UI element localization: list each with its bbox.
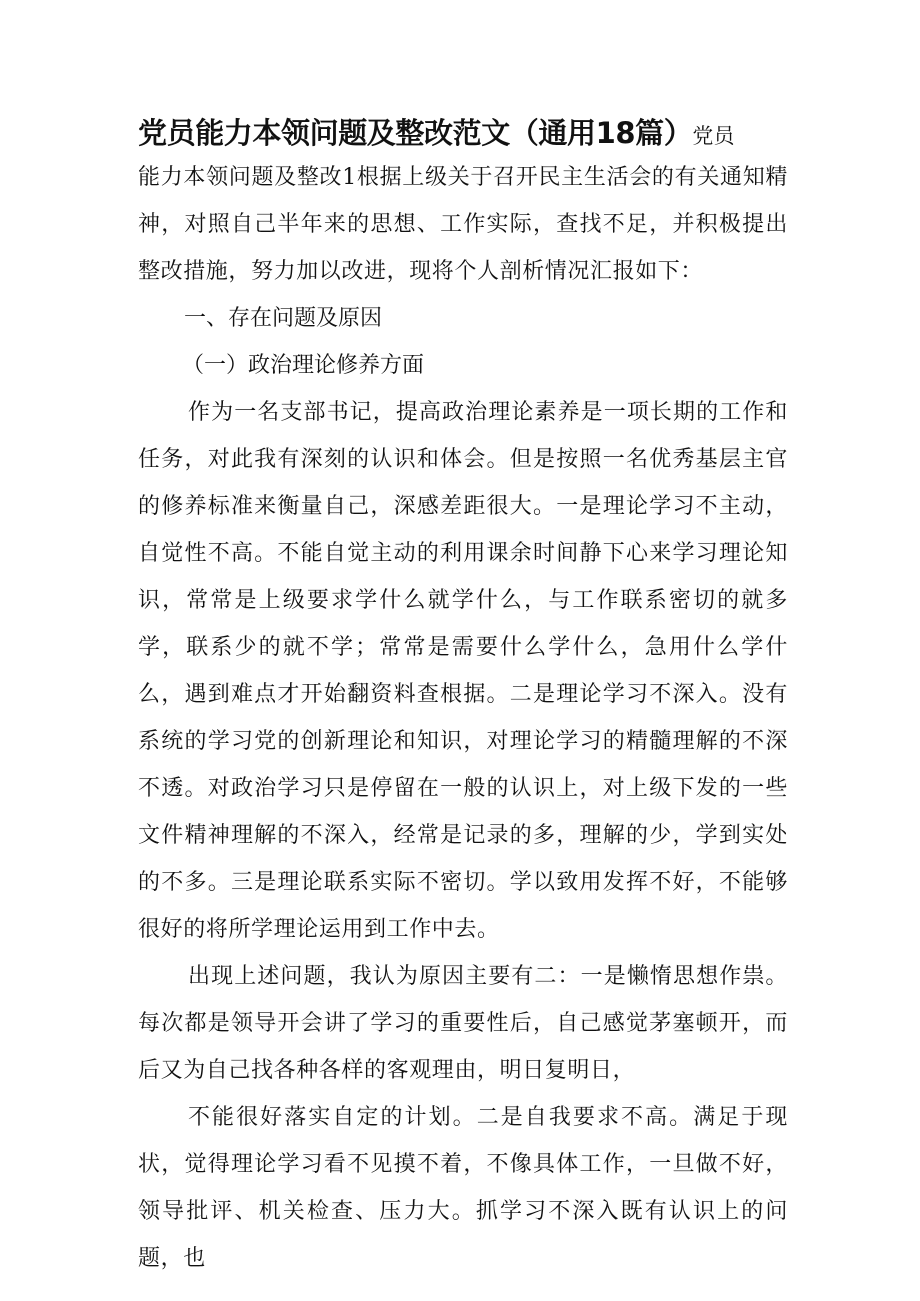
body-paragraph-2: 出现上述问题，我认为原因主要有二：一是懒惰思想作祟。每次都是领导开会讲了学习的重要性后，自己感觉茅塞顿开，而后又为自己找各种各样的客观理由，明日复明日， <box>138 964 788 1083</box>
body-paragraph-3: 不能很好落实自定的计划。二是自我要求不高。满足于现状，觉得理论学习看不见摸不着，不像具体工作，一旦做不好，领导批评、机关检查、压力大。抓学习不深入既有认识上的问题，也 <box>138 1105 788 1271</box>
intro-paragraph: 能力本领问题及整改1根据上级关于召开民主生活会的有关通知精神，对照自己半年来的思想、工作实际，查找不足，并积极提出整改措施，努力加以改进，现将个人剖析情况汇报如下： <box>138 165 788 284</box>
subsection-heading: （一）政治理论修养方面 <box>182 353 425 378</box>
title-line <box>138 112 788 154</box>
section-heading: 一、存在问题及原因 <box>184 306 383 331</box>
title-tail-text: 党员 <box>692 124 735 148</box>
document-body <box>138 112 788 1282</box>
document-title: 党员能力本领问题及整改范文（通用18篇） <box>138 116 693 150</box>
body-paragraph-1: 作为一名支部书记，提高政治理论素养是一项长期的工作和任务，对此我有深刻的认识和体会。但是按照一名优秀基层主官的修养标准来衡量自己，深感差距很大。一是理论学习不主动，自觉性不高。不能自觉主动的利用课余时间静下心来学习理论知识，常常是上级要求学什么就学什么，与工作联系密切的就多学，联系少的就不学；常常是需要什么学什么，急用什么学什么，遇到难点才开始翻资料查根据。二是理论学习不深入。没有系统的学习党的创新理论和知识，对理论学习的精髓理解的不深不透。对政治学习只是停留在一般的认识上，对上级下发的一些文件精神理解的不深入，经常是记录的多，理解的少，学到实处的不多。三是理论联系实际不密切。学以致用发挥不好，不能够很好的将所学理论运用到工作中去。 <box>138 400 788 942</box>
